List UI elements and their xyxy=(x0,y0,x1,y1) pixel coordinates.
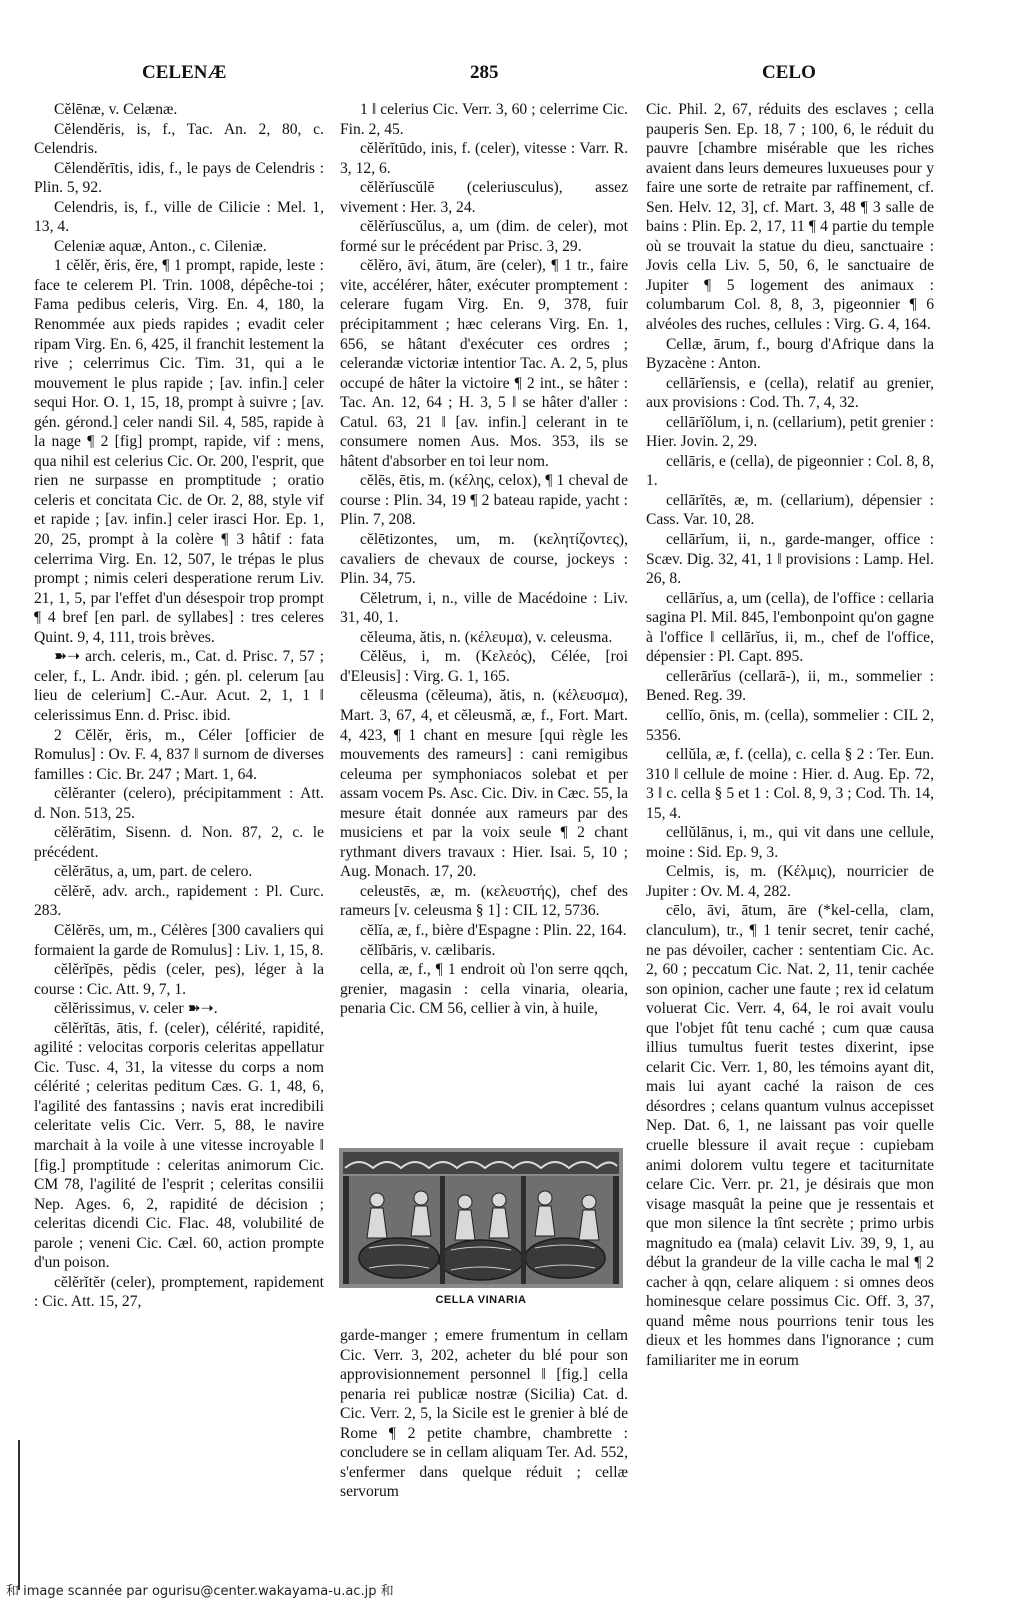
column-right xyxy=(646,100,934,1371)
entry: cĕlĕrĭuscŭlē (celeriusculus), assez vivement : Her. 3, 24. xyxy=(340,179,628,216)
entry: cĕlĕrĭtĕr (celer), promptement, rapidement : Cic. Att. 15, 27, xyxy=(34,1273,324,1311)
entry: cĕlĭa, æ, f., bière d'Espagne : Plin. 22, 164. xyxy=(360,921,627,939)
entry: ➽➝ arch. celeris, m., Cat. d. Prisc. 7, 57 ; celer, f., L. Andr. ibid. ; gén. pl. celerum [au lieu de celerium] C.-Aur. Acut. 2, 1, 1 ‖ celerissimus Enn. d. Prisc. ibid. xyxy=(34,648,324,724)
entry: Cĕlĕrēs, um, m., Célères [300 cavaliers qui formaient la garde de Romulus] : Liv. 1, 15, 8. xyxy=(34,921,324,959)
entry-continuation: garde-manger ; emere frumentum in cellam Cic. Verr. 3, 202, acheter du blé pour son approvisionnement personnel ‖ [fig.] cella penaria rei publicæ nostræ (Sicilia) Cat. d. Cic. Verr. 2, 5, la Sicile est le grenier à blé de Rome ¶ 2 petite chambre, chambrette : concludere se in cellam aliquam Ter. Ad. 552, s'enfermer dans quelque réduit ; cellæ servorum xyxy=(340,1327,628,1501)
entry: cellŭla, æ, f. (cella), c. cella § 2 : Ter. Eun. 310 ‖ cellule de moine : Hier. d. Aug. Ep. 72, 3 ‖ c. cella § 5 et 1 : Col. 8, 9, 3 ; Cod. Th. 14, 15, 4. xyxy=(646,746,934,822)
entry: Cĕlendĕris, is, f., Tac. An. 2, 80, c. Celendris. xyxy=(34,120,324,158)
entry: 1 ‖ celerius Cic. Verr. 3, 60 ; celerrime Cic. Fin. 2, 45. xyxy=(340,101,628,138)
entry: cĕlĕrĭtūdo, inis, f. (celer), vitesse : Varr. R. 3, 12, 6. xyxy=(340,140,628,177)
entry: cellārĭŏlum, i, n. (cellarium), petit grenier : Hier. Jovin. 2, 29. xyxy=(646,413,934,451)
column-middle xyxy=(340,100,628,1019)
entry: cellŭlānus, i, m., qui vit dans une cellule, moine : Sid. Ep. 9, 3. xyxy=(646,824,934,861)
entry: cella, æ, f., ¶ 1 endroit où l'on serre qqch, grenier, magasin : cella vinaria, olearia, penaria Cic. CM 56, cellier à vin, à huile, xyxy=(340,961,628,1018)
entry: cellārĭum, ii, n., garde-manger, office : Scæv. Dig. 32, 41, 1 ‖ provisions : Lamp. Hel. 26, 8. xyxy=(646,531,934,588)
entry-continuation: Cic. Phil. 2, 67, réduits des esclaves ; cella pauperis Sen. Ep. 18, 7 ; 100, 6, le réduit du pauvre [chambre misérable que les riches avaient dans leurs demeures luxueuses pour y faire une sorte de retraite par raffinement, cf. Sen. Helv. 12, 3], cf. Mart. 3, 48 ¶ 3 salle de bains : Plin. Ep. 2, 17, 11 ¶ 4 partie du temple où se trouvait la statue du dieu, sanctuaire : Jovis cella Liv. 5, 50, 6, le sanctuaire de Jupiter ¶ 5 logement des animaux : columbarum Col. 8, 8, 3, pigeonnier ¶ 6 alvéoles des ruches, cellules : Virg. G. 4, 164. xyxy=(646,101,934,334)
entry: Celendris, is, f., ville de Cilicie : Mel. 1, 13, 4. xyxy=(34,198,324,236)
entry: Celmis, is, m. (Κέλμις), nourricier de Jupiter : Ov. M. 4, 282. xyxy=(646,863,934,900)
entry: cĕlĕrātus, a, um, part. de celero. xyxy=(54,863,253,881)
entry: celeustēs, æ, m. (κελευστής), chef des rameurs [v. celeusma § 1] : CIL 12, 5736. xyxy=(340,882,628,920)
cella-vinaria-illustration xyxy=(339,1148,623,1288)
entry: cĕlĕrātim, Sisenn. d. Non. 87, 2, c. le précédent. xyxy=(34,824,324,861)
entry: Cĕletrum, i, n., ville de Macédoine : Liv. 31, 40, 1. xyxy=(340,589,628,627)
entry: cellārĭensis, e (cella), relatif au grenier, aux provisions : Cod. Th. 7, 4, 32. xyxy=(646,374,934,412)
scan-credit: 和 image scannée par ogurisu@center.wakayama-u.ac.jp 和 xyxy=(6,1584,394,1599)
entry: cĕlĕro, āvi, ātum, āre (celer), ¶ 1 tr., faire vite, accélérer, hâter, exécuter promptement : celerare fugam Virg. En. 9, 378, fuir précipitamment ; hæc celerans Virg. En. 1, 656, se hâtant d'exécuter ces ordres ; celerandæ victoriæ intentior Tac. A. 2, 5, plus occupé de hâter la victoire ¶ 2 int., se hâter : Tac. An. 12, 64 ; H. 3, 5 ‖ se hâter d'aller : Catul. 63, 21 ‖ [av. infin.] celerant in te consumere nomen Aus. Mos. 353, ils se hâtent d'absorber en toi leur nom. xyxy=(340,257,628,470)
column-middle-bottom xyxy=(340,1326,628,1502)
entry: cellerārĭus (cellarā-), ii, m., sommelier : Bened. Reg. 39. xyxy=(646,667,934,705)
entry: cĕlĕrĭtās, ātis, f. (celer), célérité, rapidité, agilité : velocitas corporis celeritas appellatur Cic. Tusc. 4, 31, la vitesse du corps a nom célérité ; celeritas peditum Cæs. G. 1, 48, 6, l'agilité des fantassins ; navis erat incredibili celeritate velis Cic. Verr. 5, 88, le navire marchait à la voile à une vitesse incroyable ‖ [fig.] promptitude : celeritas animorum Cic. CM 78, l'agilité de l'esprit ; celeritas consilii Nep. Ages. 6, 2, rapidité de décision ; celeritas dicendi Cic. Flac. 48, volubilité de parole ; veneni Cic. Cæl. 60, action prompte d'un poison. xyxy=(34,1019,324,1272)
figure-caption: CELLA VINARIA xyxy=(435,1294,527,1306)
entry: Cellæ, ārum, f., bourg d'Afrique dans la Byzacène : Anton. xyxy=(646,335,934,373)
column-left xyxy=(34,100,324,1312)
entry: cellĭo, ōnis, m. (cella), sommelier : CIL 2, 5356. xyxy=(646,706,934,744)
header-right-word: CELO xyxy=(762,62,816,83)
entry: cĕlĕranter (celero), précipitamment : Att. d. Non. 513, 25. xyxy=(34,785,324,822)
entry: Celeniæ aquæ, Anton., c. Cileniæ. xyxy=(54,237,267,255)
entry: cellārĭus, a, um (cella), de l'office : cellaria sagina Pl. Mil. 845, l'embonpoint qu'on gagne à l'office ‖ cellārĭus, ii, m., chef de l'office, dépensier : Pl. Capt. 895. xyxy=(646,589,934,666)
page-edge-line xyxy=(18,1440,20,1590)
page-header xyxy=(0,62,1024,86)
entry: cĕleuma, ătis, n. (κέλευμα), v. celeusma. xyxy=(360,628,613,646)
entry: cĕlĕrĭuscŭlus, a, um (dim. de celer), mot formé sur le précédent par Prisc. 3, 29. xyxy=(340,218,628,255)
entry: cĕlētizontes, um, m. (κελητίζοντες), cavaliers de chevaux de course, jockeys : Plin. 34, 75. xyxy=(340,531,628,588)
entry: Cĕlēnæ, v. Celænæ. xyxy=(54,101,178,118)
entry: cĕlĕrissimus, v. celer ➽➝. xyxy=(54,1000,218,1018)
entry: cēlo, āvi, ātum, āre (*kel-cella, clam, clanculum), tr., ¶ 1 tenir secret, tenir caché, ne pas dévoiler, cacher : sententiam Cic. Ac. 2, 60 ; peccatum Cic. Nat. 2, 11, tenir cachée son opinion, cacher une faute ; rex id celatum voluerat Cic. Verr. 4, 64, le roi avait voulu que l'objet fût tenu caché ; cum quæ causa illius tumultus fuerit testes dixerint, ipse celarit Cic. Verr. 1, 80, les témoins ayant dit, mais lui ayant caché la raison de ces désordres ; celans quantum vulnus accepisset Nep. Dat. 6, 1, ne laissant pas voir quelle cruelle blessure il avait reçue : cupiebam animi dolorem vultu tegere et taciturnitate celare Cic. Verr. pr. 21, je désirais que mon visage masquât la peine que je ressentais et que mon silence la tînt secrète ; primo urbis magnitudo ea (mala) celavit Liv. 39, 9, 1, au début la grandeur de la ville cacha le mal ¶ 2 cacher à qqn, celare aliquem : si omnes deos hominesque celare possimus Cic. Off. 3, 37, quand même nous pourrions tenir tous les dieux et les hommes dans l'ignorance ; cum familiariter me in eorum xyxy=(646,902,934,1369)
entry: 1 cĕlĕr, ĕris, ĕre, ¶ 1 prompt, rapide, leste : face te celerem Pl. Trin. 1008, dépêche-toi ; Fama pedibus celeris, Virg. En. 4, 180, la Renommée aux pieds rapides ; evadit celer ripam Virg. En. 6, 425, il franchit lestement la rive ; celerrimus Cic. Tim. 31, qui a le mouvement le plus rapide ; [av. infin.] celer sequi Hor. O. 1, 15, 18, prompt à suivre ; [av. gén. gérond.] celer nandi Sil. 4, 585, rapide à la nage ¶ 2 [fig] prompt, rapide, vif : mens, qua nihil est celerius Cic. Or. 200, l'esprit, que rien ne surpasse en promptitude ; oratio celeris et concitata Cic. de Or. 2, 88, style vif et rapide ; [av. infin.] celer irasci Hor. Ep. 1, 20, 25, prompt à la colère ¶ 3 hâtif : fata celerrima Virg. En. 12, 507, le trépas le plus prompt ; nimis celeri desperatione rerum Liv. 21, 1, 5, par l'effet d'un désespoir trop prompt ¶ 4 bref [en parl. de syllabes] : tres celeres Quint. 9, 4, 111, trois brèves. xyxy=(34,257,324,646)
entry: cĕlĕrĭpēs, pĕdis (celer, pes), léger à la course : Cic. Att. 9, 7, 1. xyxy=(34,961,324,998)
entry: cĕlēs, ētis, m. (κέλης, celox), ¶ 1 cheval de course : Plin. 34, 19 ¶ 2 bateau rapide, yacht : Plin. 7, 208. xyxy=(340,472,628,529)
header-left-word: CELENÆ xyxy=(142,62,227,83)
entry: cellārĭtēs, æ, m. (cellarium), dépensier : Cass. Var. 10, 28. xyxy=(646,491,934,529)
entry: cĕlĭbāris, v. cælibaris. xyxy=(360,941,496,959)
entry: Cĕlĕus, i, m. (Κελεός), Célée, [roi d'Eleusis] : Virg. G. 1, 165. xyxy=(340,648,628,685)
entry: 2 Cĕlĕr, ĕris, m., Céler [officier de Romulus] : Ov. F. 4, 837 ‖ surnom de diverses familles : Cic. Br. 247 ; Mart. 1, 64. xyxy=(34,726,324,783)
entry: cĕlĕrĕ, adv. arch., rapidement : Pl. Curc. 283. xyxy=(34,882,324,920)
entry: cellāris, e (cella), de pigeonnier : Col. 8, 8, 1. xyxy=(646,452,934,490)
entry: Cĕlendĕrītis, idis, f., le pays de Celendris : Plin. 5, 92. xyxy=(34,159,324,197)
entry: cĕleusma (cĕleuma), ătis, n. (κέλευσμα), Mart. 3, 67, 4, et cĕleusmă, æ, f., Fort. Mart. 4, 423, ¶ 1 chant en mesure [qui règle les mouvements des rameurs] : cani remigibus celeuma per symphoniacos solebat et per assam vocem Ps. Asc. Cic. Div. in Cæc. 55, la mesure était donnée aux rameurs par des musiciens et par la voix seule ¶ 2 chant rythmant divers travaux : Hier. Isai. 5, 10 ; Aug. Monach. 17, 20. xyxy=(340,687,628,881)
page-number: 285 xyxy=(470,62,499,83)
